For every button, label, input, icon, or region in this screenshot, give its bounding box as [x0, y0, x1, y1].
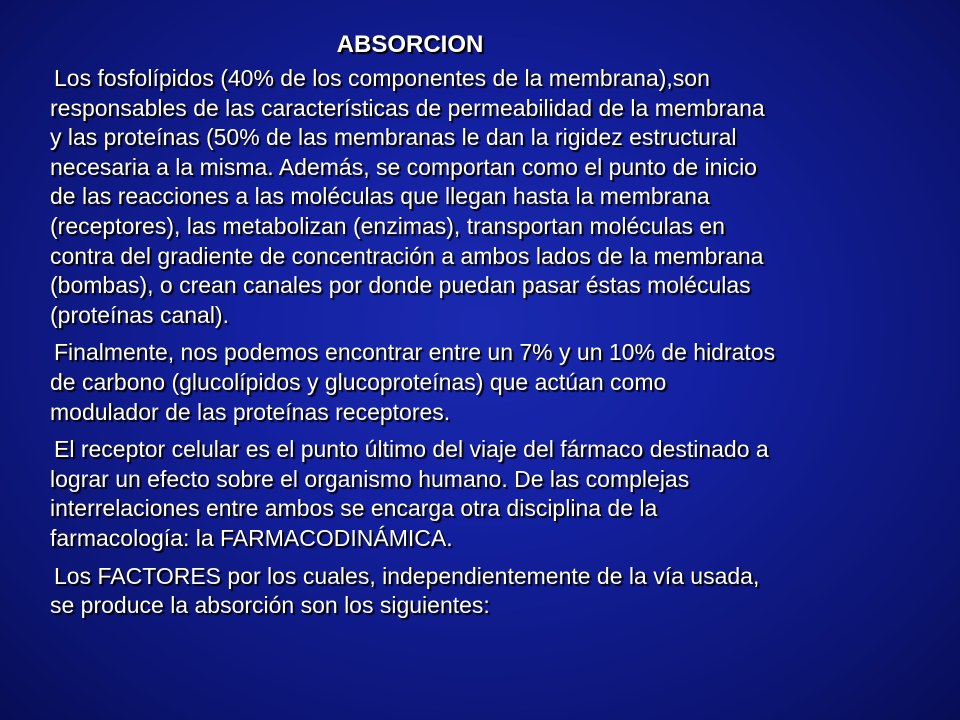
text-line: El receptor celular es el punto último del viaje del fármaco destinado a	[54, 436, 769, 463]
slide-title: ABSORCION	[336, 31, 484, 58]
text-line: Los FACTORES por los cuales, independientemente de la vía usada,	[54, 562, 760, 589]
text-line: de carbono (glucolípidos y glucoproteínas) que actúan como	[50, 368, 667, 395]
text-line: lograr un efecto sobre el organismo humano. De las complejas	[50, 465, 690, 492]
text-line: necesaria a la misma. Además, se comportan como el punto de inicio	[50, 153, 757, 180]
text-line: interrelaciones entre ambos se encarga otra disciplina de la	[50, 495, 658, 522]
text-line: Finalmente, nos podemos encontrar entre un 7% y un 10% de hidratos	[54, 339, 776, 366]
text-line: (proteínas canal).	[50, 301, 229, 328]
text-line: responsables de las características de permeabilidad de la membrana	[50, 94, 765, 121]
paragraph-hidratos	[46, 338, 896, 427]
text-line: farmacología: la FARMACODINÁMICA.	[50, 524, 453, 551]
text-line: modulador de las proteínas receptores.	[50, 398, 451, 425]
paragraph-factores	[46, 562, 896, 621]
text-line: Los fosfolípidos (40% de los componentes de la membrana),son	[54, 65, 710, 91]
paragraph-receptor	[46, 435, 896, 553]
slide-body	[46, 64, 896, 629]
text-line: y las proteínas (50% de las membranas le dan la rigidez estructural	[50, 124, 737, 151]
text-line: (receptores), las metabolizan (enzimas), transportan moléculas en	[50, 212, 725, 239]
text-line: (bombas), o crean canales por donde puedan pasar éstas moléculas	[50, 272, 751, 299]
text-line: se produce la absorción son los siguientes:	[50, 592, 490, 619]
text-line: contra del gradiente de concentración a ambos lados de la membrana	[50, 242, 764, 269]
paragraph-fosfolipidos	[46, 64, 896, 330]
text-line: de las reacciones a las moléculas que llegan hasta la membrana	[50, 183, 710, 210]
